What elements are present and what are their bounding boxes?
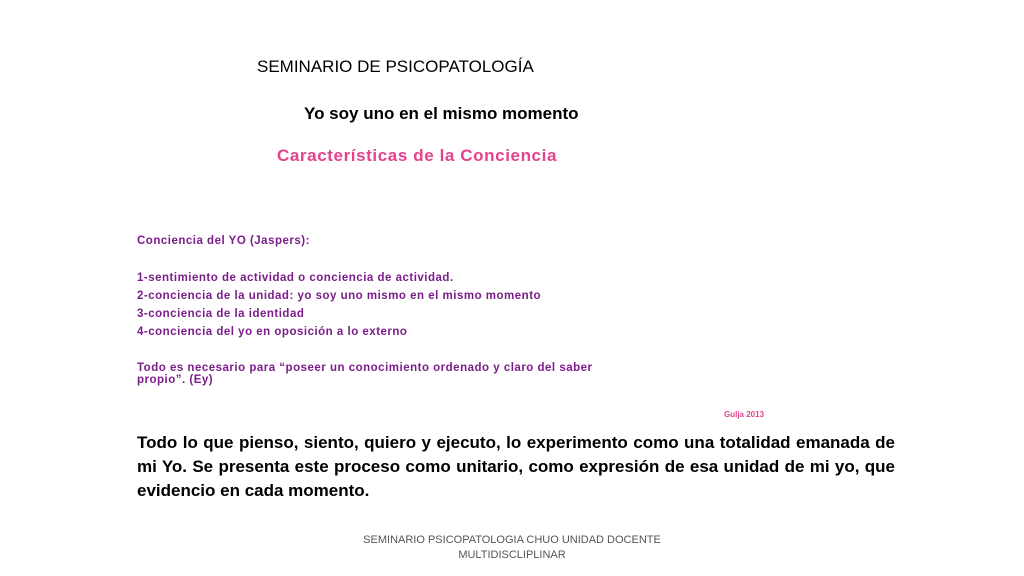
- image-line-item-3: 3-conciencia de la identidad: [137, 308, 305, 320]
- image-line-item-1: 1-sentimiento de actividad o conciencia de actividad.: [137, 272, 454, 284]
- image-line-quote-1: Todo es necesario para “poseer un conocimiento ordenado y claro del saber: [137, 362, 593, 374]
- slide-subtitle: Yo soy uno en el mismo momento: [304, 104, 579, 123]
- body-paragraph: Todo lo que pienso, siento, quiero y ejecuto, lo experimento como una totalidad emanada de mi Yo. Se presenta este proceso como unitario, como expresión de esa unidad de mi yo, que evidencio en cada momento.: [137, 433, 895, 500]
- footer: [357, 533, 667, 563]
- image-line-quote-2: propio”. (Ey): [137, 374, 214, 386]
- footer-line-1: SEMINARIO PSICOPATOLOGIA CHUO UNIDAD DOCENTE: [363, 534, 661, 546]
- footer-line-2: MULTIDISCLIPLINAR: [458, 549, 566, 561]
- embedded-image: [130, 140, 830, 425]
- image-line-item-4: 4-conciencia del yo en oposición a lo externo: [137, 326, 408, 338]
- image-line-intro: Conciencia del YO (Jaspers):: [137, 235, 310, 247]
- slide-title: SEMINARIO DE PSICOPATOLOGÍA: [257, 57, 534, 76]
- image-heading: Características de la Conciencia: [277, 146, 557, 165]
- image-line-item-2: 2-conciencia de la unidad: yo soy uno mismo en el mismo momento: [137, 290, 542, 302]
- image-signature: Gulja 2013: [724, 410, 765, 419]
